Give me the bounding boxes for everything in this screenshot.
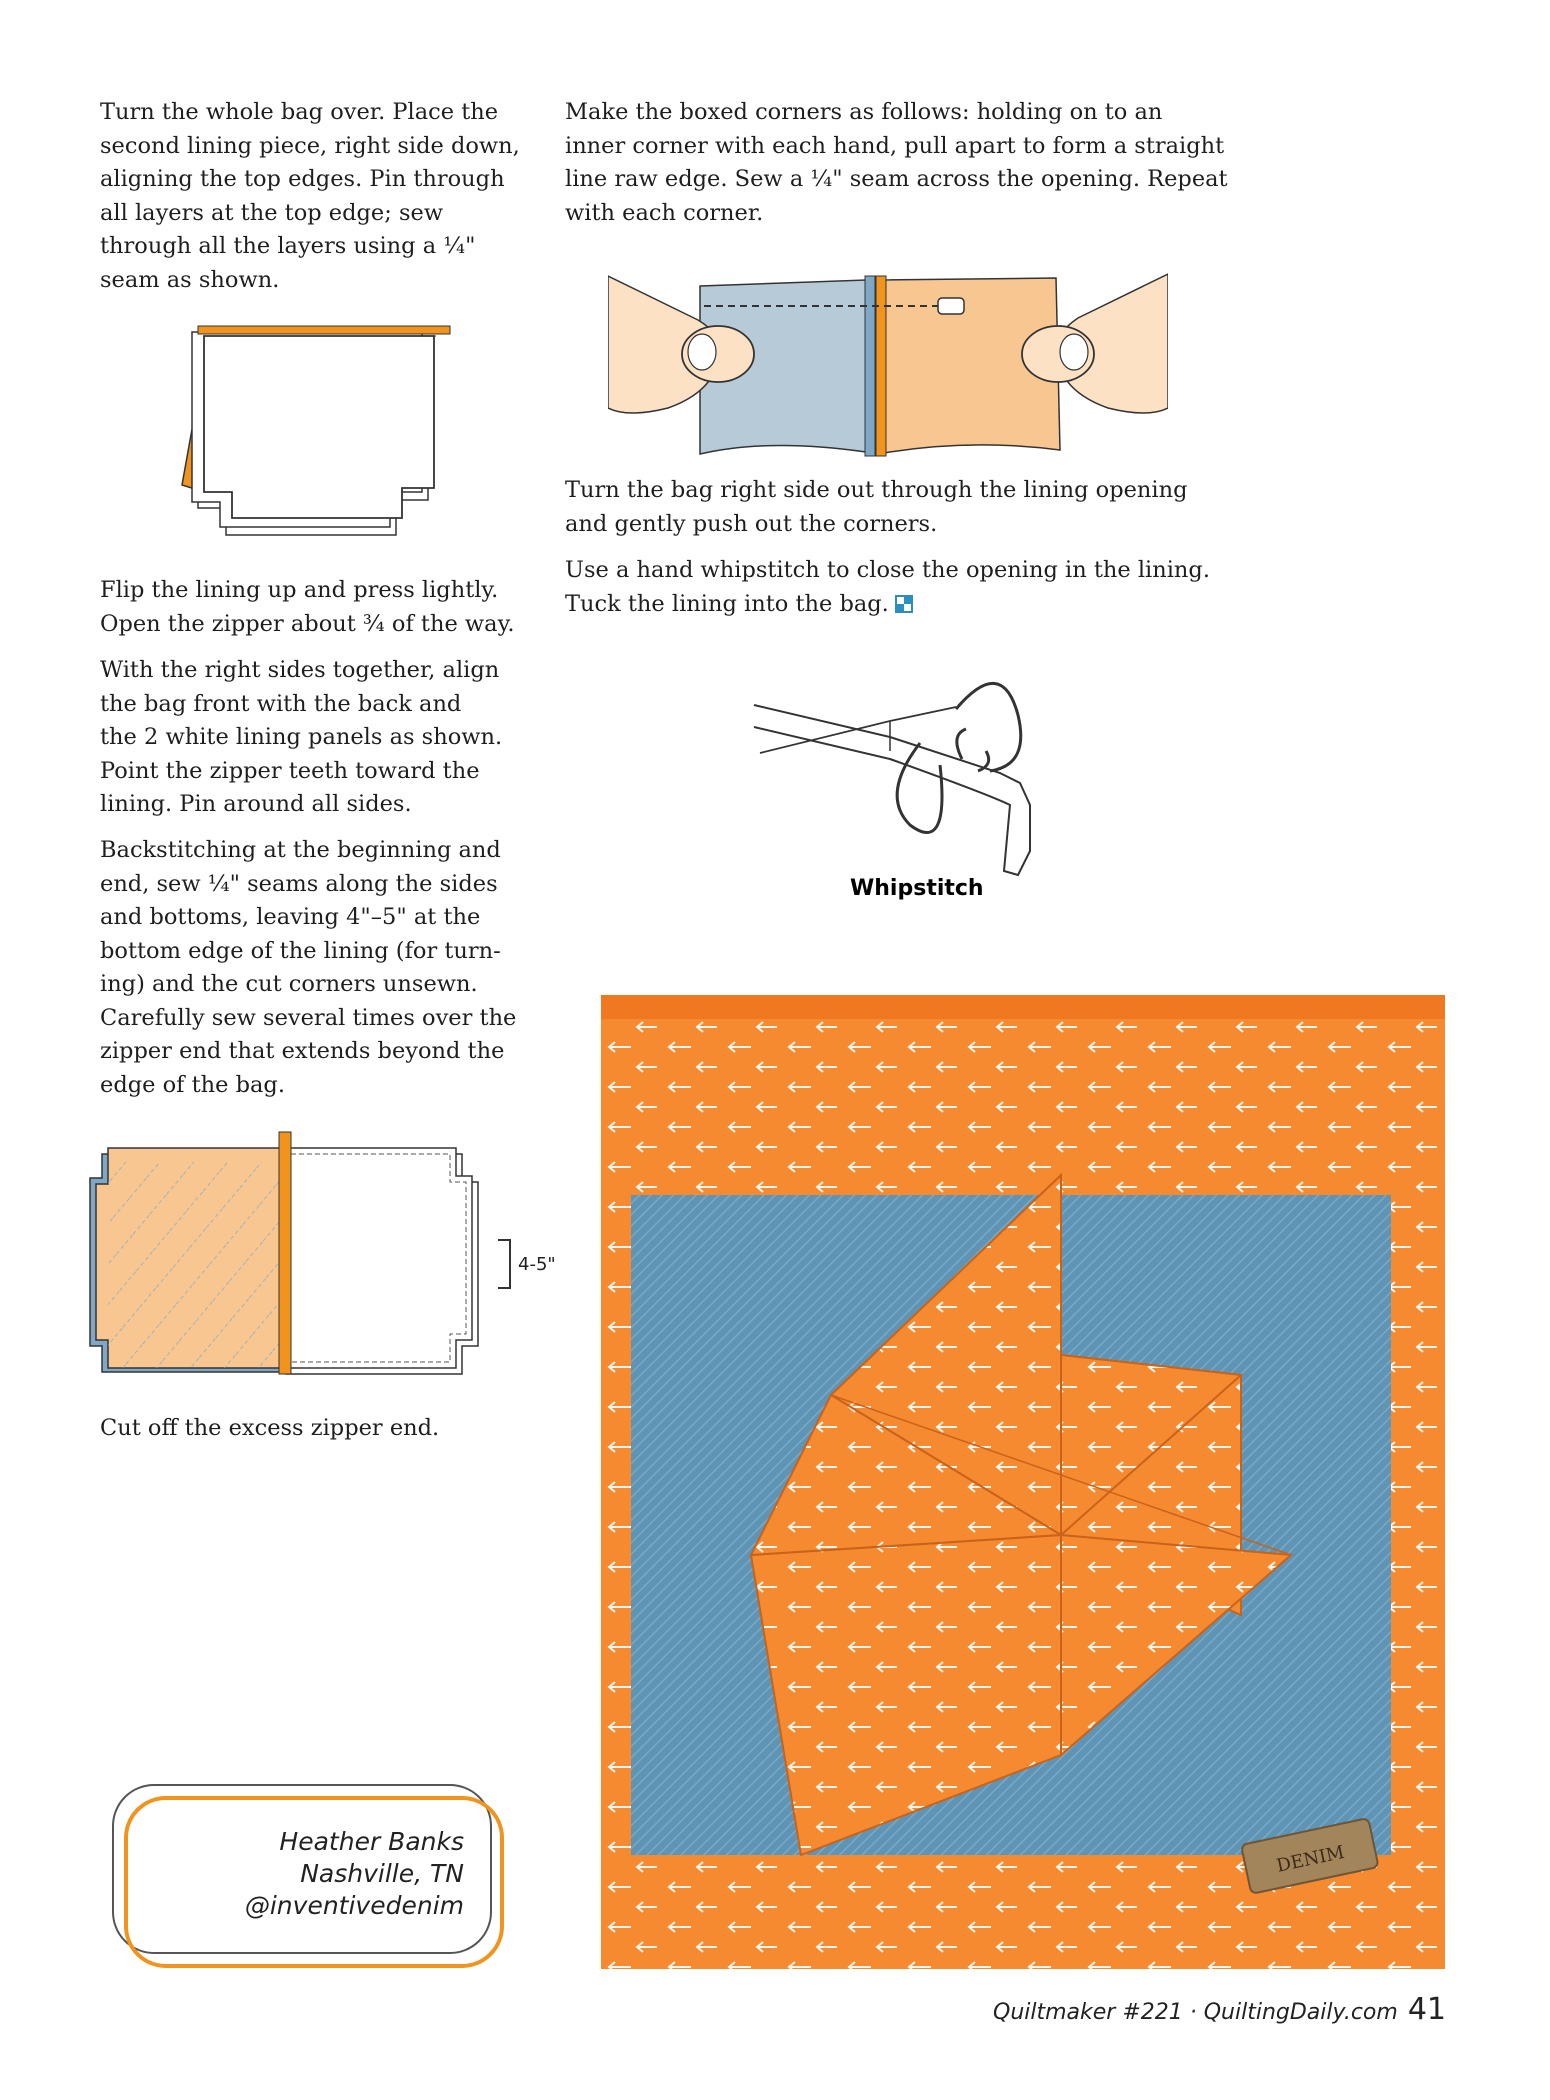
boxed-corner-diagram [608,268,1168,458]
designer-credit-box [112,1784,504,1968]
designer-location: Nashville, TN [300,1859,464,1888]
step-whipstitch-closing [565,554,1210,621]
step-turn-bag-over: Turn the whole bag over. Place the second lining piece, right side down, aligning the top edges. Pin through all layers at the top edge; sew through all the layers using a ¼" seam as shown. [100,99,520,293]
lining-layers-diagram [168,320,458,542]
whipstitch-caption: Whipstitch [850,876,984,901]
designer-handle: @inventivedenim [244,1891,464,1920]
whipstitch-diagram [740,655,1060,905]
step-turn-right-side-out: Turn the bag right side out through the lining opening and gently push out the corners. [565,477,1188,537]
lining-opening-dimension: 4-5" [518,1254,556,1275]
end-mark-icon [895,595,913,613]
bag-assembly-diagram [86,1128,576,1378]
step-align-panels: With the right sides together, align the bag front with the back and the 2 white lining panels as shown. Point the zipper teeth toward the lining. Pin around all sides. [100,657,503,817]
credit-text [245,1826,464,1922]
pinwheel-bag-photo [601,995,1445,1969]
designer-name: Heather Banks [279,1827,464,1856]
step-sew-seams: Backstitching at the beginning and end, sew ¼" seams along the sides and bottoms, leaving 4"–5" at the bottom edge of the lining (for turn- ing) and the cut corners unsewn. Carefully sew several times over the zipper end that extends beyond the edge of the bag. [100,837,517,1098]
step-flip-lining: Flip the lining up and press lightly. Open the zipper about ¾ of the way. [100,577,515,637]
page-number: 41 [1407,1992,1446,2027]
step-boxed-corners: Make the boxed corners as follows: holding on to an inner corner with each hand, pull apart to form a straight line raw edge. Sew a ¼" seam across the opening. Repeat with each corner. [565,99,1228,226]
page-footer [993,1992,1446,2027]
photo-label-text: DENIM [1274,1841,1347,1877]
step-cut-zipper: Cut off the excess zipper end. [100,1415,440,1441]
whipstitch-text: Use a hand whipstitch to close the opening in the lining. Tuck the lining into the bag. [565,557,1210,617]
footer-source: Quiltmaker #221 · QuiltingDaily.com [993,2000,1398,2025]
